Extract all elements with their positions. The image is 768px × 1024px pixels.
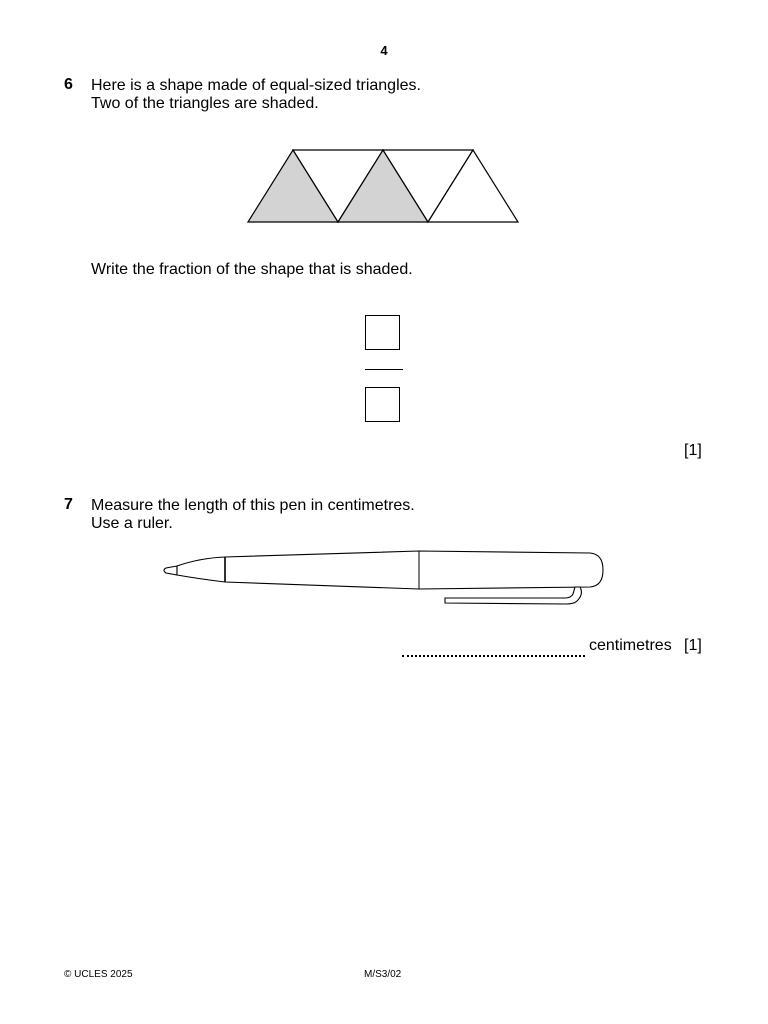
question-7-line-1: Measure the length of this pen in centimetres. [91, 497, 415, 514]
question-7-number: 7 [64, 496, 73, 513]
page-number: 4 [380, 43, 388, 58]
denominator-answer-box[interactable] [365, 387, 400, 422]
fraction-line [365, 369, 403, 370]
numerator-answer-box[interactable] [365, 315, 400, 350]
question-6-number: 6 [64, 76, 73, 93]
pen-clip [445, 587, 581, 604]
footer-copyright: © UCLES 2025 [64, 969, 133, 980]
question-7-line-2: Use a ruler. [91, 515, 173, 532]
question-6-instruction: Write the fraction of the shape that is shaded. [91, 261, 413, 278]
question-6-line-2: Two of the triangles are shaded. [91, 95, 319, 112]
footer-code: M/S3/02 [364, 969, 402, 980]
pen-body [177, 551, 603, 589]
pen-diagram [155, 540, 615, 610]
length-unit-label: centimetres [589, 637, 672, 654]
question-6-mark: [1] [684, 442, 702, 459]
pen-tip [164, 566, 177, 575]
triangle-shape-diagram [240, 140, 530, 230]
length-answer-line[interactable] [402, 655, 585, 657]
question-6-line-1: Here is a shape made of equal-sized triangles. [91, 77, 421, 94]
question-7-mark: [1] [684, 637, 702, 654]
